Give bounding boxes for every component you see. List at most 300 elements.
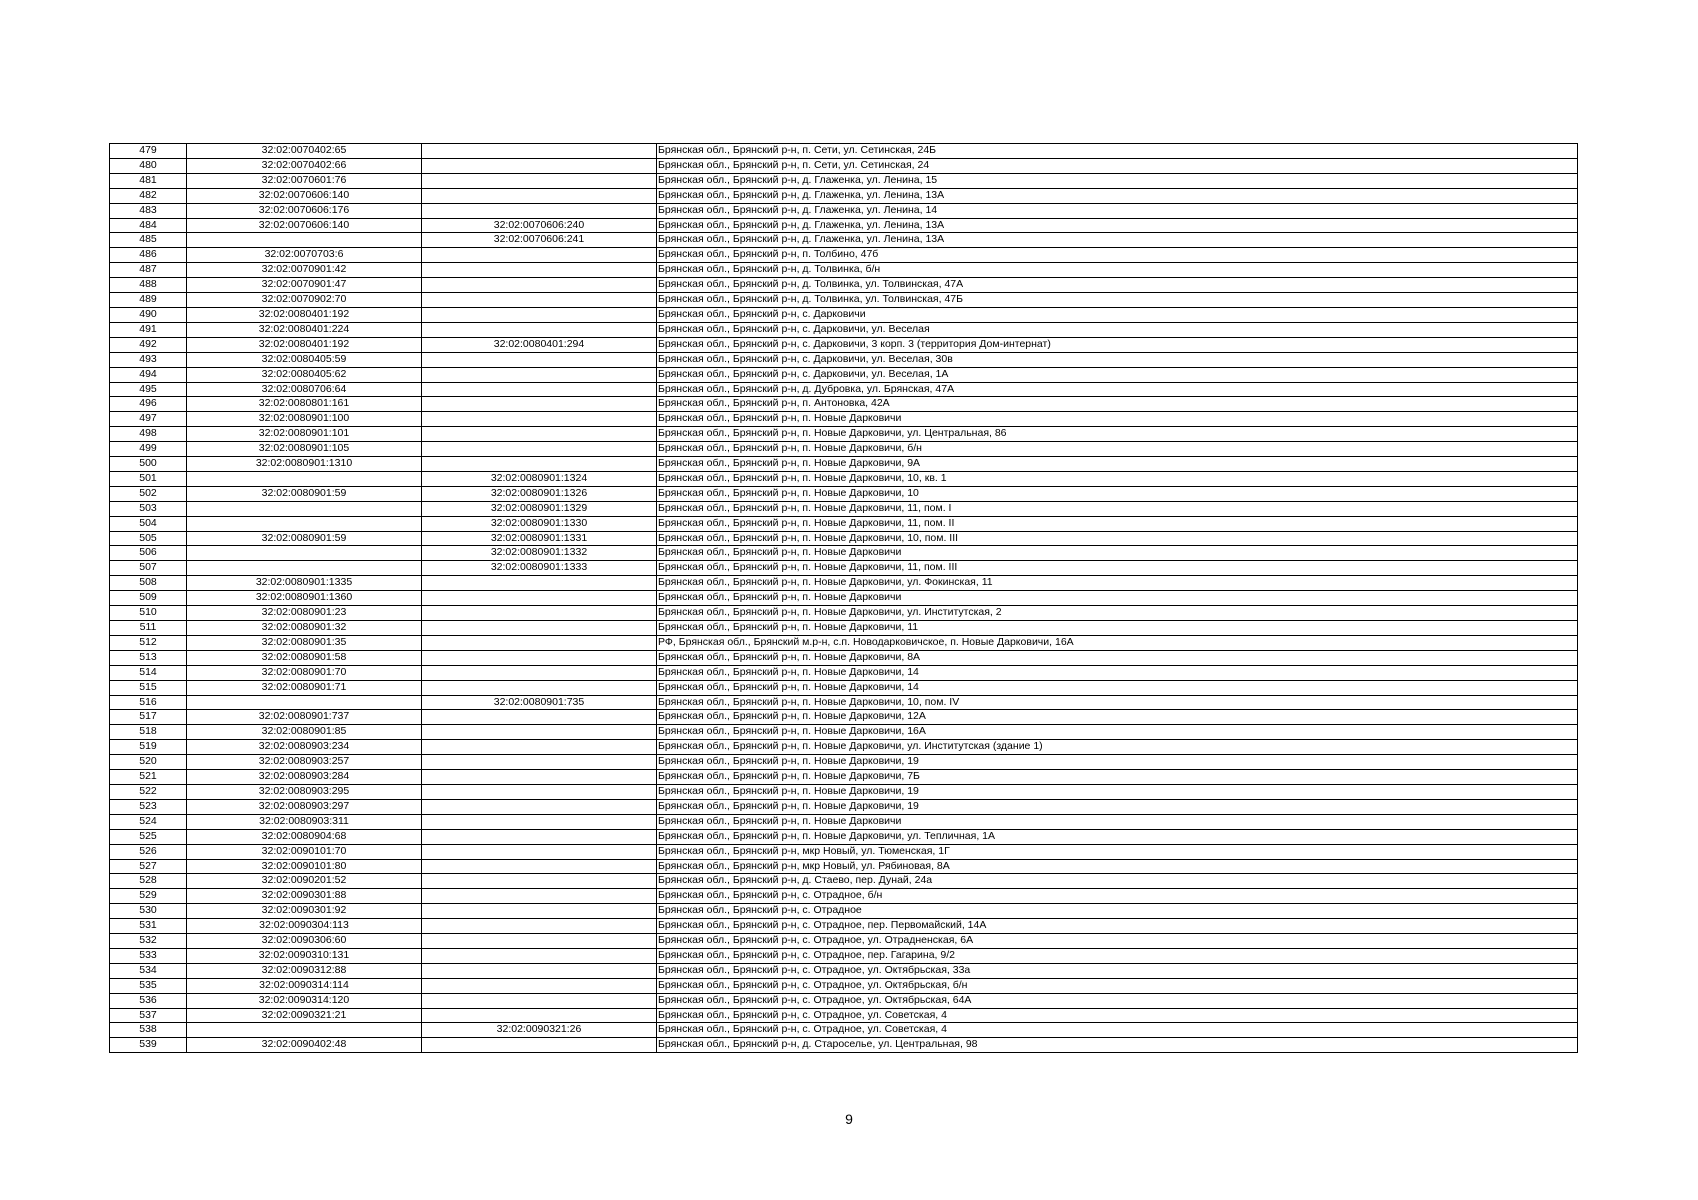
cadastral-number-object-cell: 32:02:0080901:1332 xyxy=(422,546,657,561)
table-row xyxy=(110,993,1578,1008)
table-row xyxy=(110,934,1578,949)
row-number-cell: 517 xyxy=(110,710,187,725)
row-number-cell: 503 xyxy=(110,501,187,516)
row-number-cell: 490 xyxy=(110,307,187,322)
row-number-cell: 537 xyxy=(110,1008,187,1023)
table-row xyxy=(110,218,1578,233)
cadastral-number-object-cell xyxy=(422,248,657,263)
table-row xyxy=(110,233,1578,248)
address-cell: Брянская обл., Брянский р-н, п. Новые Дарковичи, 11, пом. II xyxy=(657,516,1578,531)
address-cell: Брянская обл., Брянский р-н, с. Отрадное, ул. Октябрьская, б/н xyxy=(657,978,1578,993)
row-number-cell: 510 xyxy=(110,606,187,621)
cadastral-number-object-cell xyxy=(422,889,657,904)
cadastral-number-parcel-cell xyxy=(187,516,422,531)
row-number-cell: 484 xyxy=(110,218,187,233)
table-row xyxy=(110,755,1578,770)
row-number-cell: 524 xyxy=(110,814,187,829)
cadastral-number-object-cell xyxy=(422,978,657,993)
cadastral-number-parcel-cell: 32:02:0070606:176 xyxy=(187,203,422,218)
cadastral-number-object-cell: 32:02:0080901:1326 xyxy=(422,486,657,501)
cadastral-number-object-cell xyxy=(422,710,657,725)
row-number-cell: 492 xyxy=(110,337,187,352)
cadastral-number-parcel-cell: 32:02:0090312:88 xyxy=(187,963,422,978)
address-cell: Брянская обл., Брянский р-н, с. Дарковичи, ул. Веселая, 1А xyxy=(657,367,1578,382)
table-row xyxy=(110,412,1578,427)
row-number-cell: 479 xyxy=(110,144,187,159)
address-cell: Брянская обл., Брянский р-н, п. Новые Дарковичи xyxy=(657,814,1578,829)
address-cell: Брянская обл., Брянский р-н, п. Новые Дарковичи, ул. Институтская, 2 xyxy=(657,606,1578,621)
cadastral-number-parcel-cell xyxy=(187,546,422,561)
cadastral-number-parcel-cell: 32:02:0090314:120 xyxy=(187,993,422,1008)
table-row xyxy=(110,770,1578,785)
address-cell: Брянская обл., Брянский р-н, п. Толбино, 47б xyxy=(657,248,1578,263)
cadastral-number-object-cell xyxy=(422,263,657,278)
table-row xyxy=(110,1038,1578,1053)
cadastral-number-object-cell xyxy=(422,1038,657,1053)
cadastral-number-object-cell xyxy=(422,829,657,844)
cadastral-number-object-cell: 32:02:0080901:735 xyxy=(422,695,657,710)
row-number-cell: 495 xyxy=(110,382,187,397)
cadastral-number-object-cell xyxy=(422,859,657,874)
address-cell: Брянская обл., Брянский р-н, д. Глаженка, ул. Ленина, 13А xyxy=(657,188,1578,203)
row-number-cell: 519 xyxy=(110,740,187,755)
cadastral-number-parcel-cell: 32:02:0080901:23 xyxy=(187,606,422,621)
address-cell: Брянская обл., Брянский р-н, п. Новые Дарковичи xyxy=(657,591,1578,606)
table-row xyxy=(110,263,1578,278)
cadastral-number-object-cell xyxy=(422,650,657,665)
cadastral-number-parcel-cell: 32:02:0090310:131 xyxy=(187,948,422,963)
address-cell: Брянская обл., Брянский р-н, д. Толвинка, ул. Толвинская, 47Б xyxy=(657,293,1578,308)
table-row xyxy=(110,814,1578,829)
cadastral-number-parcel-cell: 32:02:0080901:105 xyxy=(187,442,422,457)
cadastral-number-parcel-cell: 32:02:0080706:64 xyxy=(187,382,422,397)
row-number-cell: 516 xyxy=(110,695,187,710)
row-number-cell: 499 xyxy=(110,442,187,457)
cadastral-number-object-cell: 32:02:0080901:1331 xyxy=(422,531,657,546)
address-cell: Брянская обл., Брянский р-н, п. Новые Дарковичи, 11, пом. III xyxy=(657,561,1578,576)
address-cell: Брянская обл., Брянский р-н, с. Отрадное, пер. Гагарина, 9/2 xyxy=(657,948,1578,963)
row-number-cell: 528 xyxy=(110,874,187,889)
row-number-cell: 505 xyxy=(110,531,187,546)
address-cell: Брянская обл., Брянский р-н, п. Новые Дарковичи, ул. Центральная, 86 xyxy=(657,427,1578,442)
cadastral-number-parcel-cell: 32:02:0080903:257 xyxy=(187,755,422,770)
cadastral-number-parcel-cell: 32:02:0080903:297 xyxy=(187,799,422,814)
cadastral-number-parcel-cell: 32:02:0080901:58 xyxy=(187,650,422,665)
cadastral-number-object-cell xyxy=(422,725,657,740)
address-cell: Брянская обл., Брянский р-н, д. Дубровка, ул. Брянская, 47А xyxy=(657,382,1578,397)
address-cell: Брянская обл., Брянский р-н, с. Дарковичи, ул. Веселая, 30в xyxy=(657,352,1578,367)
cadastral-number-object-cell: 32:02:0070606:241 xyxy=(422,233,657,248)
row-number-cell: 508 xyxy=(110,576,187,591)
table-row xyxy=(110,799,1578,814)
registry-table xyxy=(109,143,1578,1053)
address-cell: Брянская обл., Брянский р-н, п. Новые Дарковичи, 12А xyxy=(657,710,1578,725)
cadastral-number-parcel-cell: 32:02:0080904:68 xyxy=(187,829,422,844)
row-number-cell: 483 xyxy=(110,203,187,218)
cadastral-number-object-cell: 32:02:0080901:1329 xyxy=(422,501,657,516)
row-number-cell: 512 xyxy=(110,635,187,650)
row-number-cell: 515 xyxy=(110,680,187,695)
table-row xyxy=(110,889,1578,904)
cadastral-number-object-cell xyxy=(422,844,657,859)
table-row xyxy=(110,352,1578,367)
cadastral-number-object-cell xyxy=(422,307,657,322)
cadastral-number-object-cell xyxy=(422,173,657,188)
table-row xyxy=(110,635,1578,650)
table-row xyxy=(110,337,1578,352)
row-number-cell: 496 xyxy=(110,397,187,412)
cadastral-number-object-cell xyxy=(422,1008,657,1023)
address-cell: Брянская обл., Брянский р-н, с. Отрадное xyxy=(657,904,1578,919)
address-cell: Брянская обл., Брянский р-н, п. Новые Дарковичи, 11, пом. I xyxy=(657,501,1578,516)
row-number-cell: 530 xyxy=(110,904,187,919)
cadastral-number-object-cell xyxy=(422,635,657,650)
address-cell: Брянская обл., Брянский р-н, п. Новые Дарковичи, 10, кв. 1 xyxy=(657,471,1578,486)
cadastral-number-parcel-cell xyxy=(187,501,422,516)
row-number-cell: 481 xyxy=(110,173,187,188)
row-number-cell: 489 xyxy=(110,293,187,308)
cadastral-number-object-cell: 32:02:0080901:1330 xyxy=(422,516,657,531)
cadastral-number-parcel-cell: 32:02:0090306:60 xyxy=(187,934,422,949)
cadastral-number-parcel-cell: 32:02:0080901:85 xyxy=(187,725,422,740)
cadastral-number-parcel-cell: 32:02:0080405:62 xyxy=(187,367,422,382)
cadastral-number-object-cell xyxy=(422,755,657,770)
cadastral-number-parcel-cell: 32:02:0090301:92 xyxy=(187,904,422,919)
row-number-cell: 486 xyxy=(110,248,187,263)
cadastral-number-parcel-cell: 32:02:0090321:21 xyxy=(187,1008,422,1023)
address-cell: Брянская обл., Брянский р-н, с. Отрадное, пер. Первомайский, 14А xyxy=(657,919,1578,934)
cadastral-number-object-cell: 32:02:0080901:1333 xyxy=(422,561,657,576)
address-cell: Брянская обл., Брянский р-н, п. Сети, ул. Сетинская, 24Б xyxy=(657,144,1578,159)
address-cell: Брянская обл., Брянский р-н, п. Новые Дарковичи, 10 xyxy=(657,486,1578,501)
cadastral-number-object-cell xyxy=(422,948,657,963)
cadastral-number-parcel-cell: 32:02:0070606:140 xyxy=(187,188,422,203)
cadastral-number-object-cell xyxy=(422,576,657,591)
row-number-cell: 501 xyxy=(110,471,187,486)
address-cell: Брянская обл., Брянский р-н, с. Отрадное, ул. Советская, 4 xyxy=(657,1008,1578,1023)
address-cell: Брянская обл., Брянский р-н, д. Староселье, ул. Центральная, 98 xyxy=(657,1038,1578,1053)
cadastral-number-object-cell xyxy=(422,203,657,218)
table-row xyxy=(110,591,1578,606)
table-row xyxy=(110,516,1578,531)
cadastral-number-parcel-cell: 32:02:0070901:42 xyxy=(187,263,422,278)
table-row xyxy=(110,695,1578,710)
cadastral-number-object-cell xyxy=(422,158,657,173)
table-row xyxy=(110,904,1578,919)
cadastral-number-object-cell xyxy=(422,814,657,829)
table-row xyxy=(110,561,1578,576)
table-row xyxy=(110,1008,1578,1023)
table-row xyxy=(110,158,1578,173)
row-number-cell: 538 xyxy=(110,1023,187,1038)
address-cell: Брянская обл., Брянский р-н, п. Новые Дарковичи, 14 xyxy=(657,680,1578,695)
table-row xyxy=(110,144,1578,159)
cadastral-number-object-cell xyxy=(422,457,657,472)
table-row xyxy=(110,606,1578,621)
address-cell: Брянская обл., Брянский р-н, с. Отрадное, ул. Октябрьская, 33а xyxy=(657,963,1578,978)
cadastral-number-parcel-cell xyxy=(187,1023,422,1038)
cadastral-number-object-cell xyxy=(422,934,657,949)
cadastral-number-parcel-cell: 32:02:0070901:47 xyxy=(187,278,422,293)
table-row xyxy=(110,307,1578,322)
cadastral-number-object-cell xyxy=(422,665,657,680)
row-number-cell: 485 xyxy=(110,233,187,248)
address-cell: Брянская обл., Брянский р-н, п. Новые Дарковичи, ул. Фокинская, 11 xyxy=(657,576,1578,591)
cadastral-number-parcel-cell: 32:02:0090402:48 xyxy=(187,1038,422,1053)
table-row xyxy=(110,188,1578,203)
table-row xyxy=(110,546,1578,561)
cadastral-number-parcel-cell xyxy=(187,233,422,248)
address-cell: Брянская обл., Брянский р-н, п. Новые Дарковичи, 7Б xyxy=(657,770,1578,785)
cadastral-number-object-cell xyxy=(422,322,657,337)
cadastral-number-object-cell xyxy=(422,591,657,606)
address-cell: Брянская обл., Брянский р-н, п. Новые Дарковичи, 8А xyxy=(657,650,1578,665)
table-row xyxy=(110,457,1578,472)
table-row xyxy=(110,203,1578,218)
row-number-cell: 511 xyxy=(110,621,187,636)
row-number-cell: 498 xyxy=(110,427,187,442)
cadastral-number-object-cell xyxy=(422,919,657,934)
address-cell: Брянская обл., Брянский р-н, п. Новые Дарковичи, 11 xyxy=(657,621,1578,636)
cadastral-number-object-cell xyxy=(422,770,657,785)
row-number-cell: 518 xyxy=(110,725,187,740)
table-row xyxy=(110,874,1578,889)
table-row xyxy=(110,442,1578,457)
table-row xyxy=(110,293,1578,308)
cadastral-number-parcel-cell: 32:02:0080401:192 xyxy=(187,307,422,322)
cadastral-number-parcel-cell: 32:02:0080901:70 xyxy=(187,665,422,680)
cadastral-number-object-cell xyxy=(422,874,657,889)
row-number-cell: 526 xyxy=(110,844,187,859)
cadastral-number-parcel-cell: 32:02:0080901:59 xyxy=(187,486,422,501)
cadastral-number-parcel-cell: 32:02:0070402:65 xyxy=(187,144,422,159)
cadastral-number-parcel-cell: 32:02:0080401:192 xyxy=(187,337,422,352)
address-cell: Брянская обл., Брянский р-н, п. Новые Дарковичи, 9А xyxy=(657,457,1578,472)
cadastral-number-object-cell xyxy=(422,963,657,978)
address-cell: Брянская обл., Брянский р-н, п. Новые Дарковичи, 10, пом. IV xyxy=(657,695,1578,710)
table-row xyxy=(110,829,1578,844)
cadastral-number-parcel-cell: 32:02:0090314:114 xyxy=(187,978,422,993)
address-cell: Брянская обл., Брянский р-н, п. Новые Дарковичи, б/н xyxy=(657,442,1578,457)
row-number-cell: 525 xyxy=(110,829,187,844)
table-row xyxy=(110,725,1578,740)
address-cell: Брянская обл., Брянский р-н, д. Глаженка, ул. Ленина, 14 xyxy=(657,203,1578,218)
cadastral-number-object-cell xyxy=(422,621,657,636)
table-row xyxy=(110,173,1578,188)
cadastral-number-object-cell xyxy=(422,293,657,308)
table-row xyxy=(110,665,1578,680)
table-row xyxy=(110,576,1578,591)
cadastral-number-parcel-cell: 32:02:0090101:80 xyxy=(187,859,422,874)
address-cell: Брянская обл., Брянский р-н, п. Новые Дарковичи, 14 xyxy=(657,665,1578,680)
table-row xyxy=(110,680,1578,695)
table-row xyxy=(110,531,1578,546)
row-number-cell: 506 xyxy=(110,546,187,561)
row-number-cell: 509 xyxy=(110,591,187,606)
cadastral-number-parcel-cell: 32:02:0080901:35 xyxy=(187,635,422,650)
row-number-cell: 487 xyxy=(110,263,187,278)
address-cell: Брянская обл., Брянский р-н, мкр Новый, ул. Тюменская, 1Г xyxy=(657,844,1578,859)
address-cell: Брянская обл., Брянский р-н, с. Дарковичи, 3 корп. 3 (территория Дом-интернат) xyxy=(657,337,1578,352)
cadastral-number-object-cell: 32:02:0080401:294 xyxy=(422,337,657,352)
cadastral-number-parcel-cell: 32:02:0080901:1310 xyxy=(187,457,422,472)
row-number-cell: 502 xyxy=(110,486,187,501)
table-row xyxy=(110,859,1578,874)
row-number-cell: 480 xyxy=(110,158,187,173)
address-cell: Брянская обл., Брянский р-н, с. Дарковичи, ул. Веселая xyxy=(657,322,1578,337)
cadastral-number-object-cell xyxy=(422,680,657,695)
address-cell: Брянская обл., Брянский р-н, п. Новые Дарковичи xyxy=(657,412,1578,427)
cadastral-number-parcel-cell: 32:02:0080903:311 xyxy=(187,814,422,829)
address-cell: Брянская обл., Брянский р-н, мкр Новый, ул. Рябиновая, 8А xyxy=(657,859,1578,874)
cadastral-number-object-cell xyxy=(422,442,657,457)
cadastral-number-parcel-cell: 32:02:0080901:32 xyxy=(187,621,422,636)
row-number-cell: 535 xyxy=(110,978,187,993)
row-number-cell: 521 xyxy=(110,770,187,785)
cadastral-number-object-cell: 32:02:0070606:240 xyxy=(422,218,657,233)
table-row xyxy=(110,1023,1578,1038)
cadastral-number-object-cell xyxy=(422,904,657,919)
table-row xyxy=(110,322,1578,337)
address-cell: Брянская обл., Брянский р-н, с. Отрадное, ул. Октябрьская, 64А xyxy=(657,993,1578,1008)
row-number-cell: 529 xyxy=(110,889,187,904)
row-number-cell: 533 xyxy=(110,948,187,963)
row-number-cell: 536 xyxy=(110,993,187,1008)
cadastral-number-parcel-cell: 32:02:0080401:224 xyxy=(187,322,422,337)
table-row xyxy=(110,710,1578,725)
table-row xyxy=(110,621,1578,636)
cadastral-number-parcel-cell: 32:02:0070902:70 xyxy=(187,293,422,308)
cadastral-number-object-cell xyxy=(422,367,657,382)
row-number-cell: 504 xyxy=(110,516,187,531)
cadastral-number-parcel-cell: 32:02:0080405:59 xyxy=(187,352,422,367)
row-number-cell: 531 xyxy=(110,919,187,934)
address-cell: Брянская обл., Брянский р-н, п. Новые Дарковичи, 19 xyxy=(657,799,1578,814)
address-cell: Брянская обл., Брянский р-н, с. Отрадное, ул. Отрадненская, 6А xyxy=(657,934,1578,949)
address-cell: Брянская обл., Брянский р-н, с. Дарковичи xyxy=(657,307,1578,322)
table-row xyxy=(110,650,1578,665)
page-number: 9 xyxy=(845,1111,853,1127)
address-cell: РФ, Брянская обл., Брянский м.р-н, с.п. Новодарковичское, п. Новые Дарковичи, 16А xyxy=(657,635,1578,650)
cadastral-number-parcel-cell: 32:02:0090101:70 xyxy=(187,844,422,859)
address-cell: Брянская обл., Брянский р-н, п. Новые Дарковичи, 19 xyxy=(657,784,1578,799)
row-number-cell: 514 xyxy=(110,665,187,680)
cadastral-number-object-cell xyxy=(422,278,657,293)
table-row xyxy=(110,397,1578,412)
table-row xyxy=(110,382,1578,397)
cadastral-number-object-cell xyxy=(422,144,657,159)
table-row xyxy=(110,248,1578,263)
cadastral-number-object-cell xyxy=(422,352,657,367)
table-row xyxy=(110,740,1578,755)
address-cell: Брянская обл., Брянский р-н, п. Новые Дарковичи, 10, пом. III xyxy=(657,531,1578,546)
row-number-cell: 493 xyxy=(110,352,187,367)
cadastral-number-parcel-cell: 32:02:0070402:66 xyxy=(187,158,422,173)
row-number-cell: 532 xyxy=(110,934,187,949)
row-number-cell: 534 xyxy=(110,963,187,978)
row-number-cell: 522 xyxy=(110,784,187,799)
address-cell: Брянская обл., Брянский р-н, п. Новые Дарковичи xyxy=(657,546,1578,561)
cadastral-number-object-cell xyxy=(422,188,657,203)
cadastral-number-object-cell xyxy=(422,784,657,799)
cadastral-number-object-cell xyxy=(422,993,657,1008)
cadastral-number-parcel-cell: 32:02:0080901:100 xyxy=(187,412,422,427)
cadastral-number-object-cell xyxy=(422,606,657,621)
cadastral-number-parcel-cell xyxy=(187,471,422,486)
cadastral-number-parcel-cell: 32:02:0080901:1335 xyxy=(187,576,422,591)
cadastral-number-parcel-cell: 32:02:0080901:737 xyxy=(187,710,422,725)
cadastral-number-parcel-cell: 32:02:0090201:52 xyxy=(187,874,422,889)
address-cell: Брянская обл., Брянский р-н, п. Сети, ул. Сетинская, 24 xyxy=(657,158,1578,173)
cadastral-number-parcel-cell: 32:02:0090304:113 xyxy=(187,919,422,934)
address-cell: Брянская обл., Брянский р-н, д. Глаженка, ул. Ленина, 13А xyxy=(657,233,1578,248)
table-row xyxy=(110,501,1578,516)
cadastral-number-object-cell xyxy=(422,397,657,412)
cadastral-number-parcel-cell: 32:02:0090301:88 xyxy=(187,889,422,904)
row-number-cell: 494 xyxy=(110,367,187,382)
row-number-cell: 523 xyxy=(110,799,187,814)
table-row xyxy=(110,784,1578,799)
cadastral-number-parcel-cell: 32:02:0080901:101 xyxy=(187,427,422,442)
row-number-cell: 500 xyxy=(110,457,187,472)
address-cell: Брянская обл., Брянский р-н, с. Отрадное, ул. Советская, 4 xyxy=(657,1023,1578,1038)
address-cell: Брянская обл., Брянский р-н, п. Новые Дарковичи, 19 xyxy=(657,755,1578,770)
cadastral-number-parcel-cell: 32:02:0080903:295 xyxy=(187,784,422,799)
row-number-cell: 497 xyxy=(110,412,187,427)
table-row xyxy=(110,963,1578,978)
cadastral-number-object-cell: 32:02:0090321:26 xyxy=(422,1023,657,1038)
cadastral-number-parcel-cell: 32:02:0080901:59 xyxy=(187,531,422,546)
cadastral-number-parcel-cell: 32:02:0080903:234 xyxy=(187,740,422,755)
table-row xyxy=(110,978,1578,993)
table-row xyxy=(110,471,1578,486)
row-number-cell: 527 xyxy=(110,859,187,874)
cadastral-number-parcel-cell: 32:02:0080903:284 xyxy=(187,770,422,785)
cadastral-number-object-cell xyxy=(422,427,657,442)
address-cell: Брянская обл., Брянский р-н, п. Новые Дарковичи, ул. Институтская (здание 1) xyxy=(657,740,1578,755)
table-row xyxy=(110,948,1578,963)
address-cell: Брянская обл., Брянский р-н, с. Отрадное, б/н xyxy=(657,889,1578,904)
cadastral-number-object-cell xyxy=(422,740,657,755)
table-row xyxy=(110,367,1578,382)
table-row xyxy=(110,278,1578,293)
address-cell: Брянская обл., Брянский р-н, д. Стаево, пер. Дунай, 24а xyxy=(657,874,1578,889)
row-number-cell: 482 xyxy=(110,188,187,203)
address-cell: Брянская обл., Брянский р-н, п. Антоновка, 42А xyxy=(657,397,1578,412)
cadastral-number-object-cell xyxy=(422,799,657,814)
registry-table-body xyxy=(110,144,1578,1053)
cadastral-number-object-cell xyxy=(422,412,657,427)
table-row xyxy=(110,844,1578,859)
address-cell: Брянская обл., Брянский р-н, п. Новые Дарковичи, ул. Тепличная, 1А xyxy=(657,829,1578,844)
table-row xyxy=(110,427,1578,442)
table-row xyxy=(110,486,1578,501)
address-cell: Брянская обл., Брянский р-н, п. Новые Дарковичи, 16А xyxy=(657,725,1578,740)
address-cell: Брянская обл., Брянский р-н, д. Глаженка, ул. Ленина, 13А xyxy=(657,218,1578,233)
row-number-cell: 513 xyxy=(110,650,187,665)
address-cell: Брянская обл., Брянский р-н, д. Толвинка, ул. Толвинская, 47А xyxy=(657,278,1578,293)
cadastral-number-parcel-cell: 32:02:0080901:1360 xyxy=(187,591,422,606)
cadastral-number-parcel-cell: 32:02:0080801:161 xyxy=(187,397,422,412)
cadastral-number-parcel-cell xyxy=(187,695,422,710)
cadastral-number-parcel-cell xyxy=(187,561,422,576)
row-number-cell: 539 xyxy=(110,1038,187,1053)
row-number-cell: 488 xyxy=(110,278,187,293)
cadastral-number-parcel-cell: 32:02:0080901:71 xyxy=(187,680,422,695)
row-number-cell: 507 xyxy=(110,561,187,576)
row-number-cell: 491 xyxy=(110,322,187,337)
cadastral-number-parcel-cell: 32:02:0070606:140 xyxy=(187,218,422,233)
